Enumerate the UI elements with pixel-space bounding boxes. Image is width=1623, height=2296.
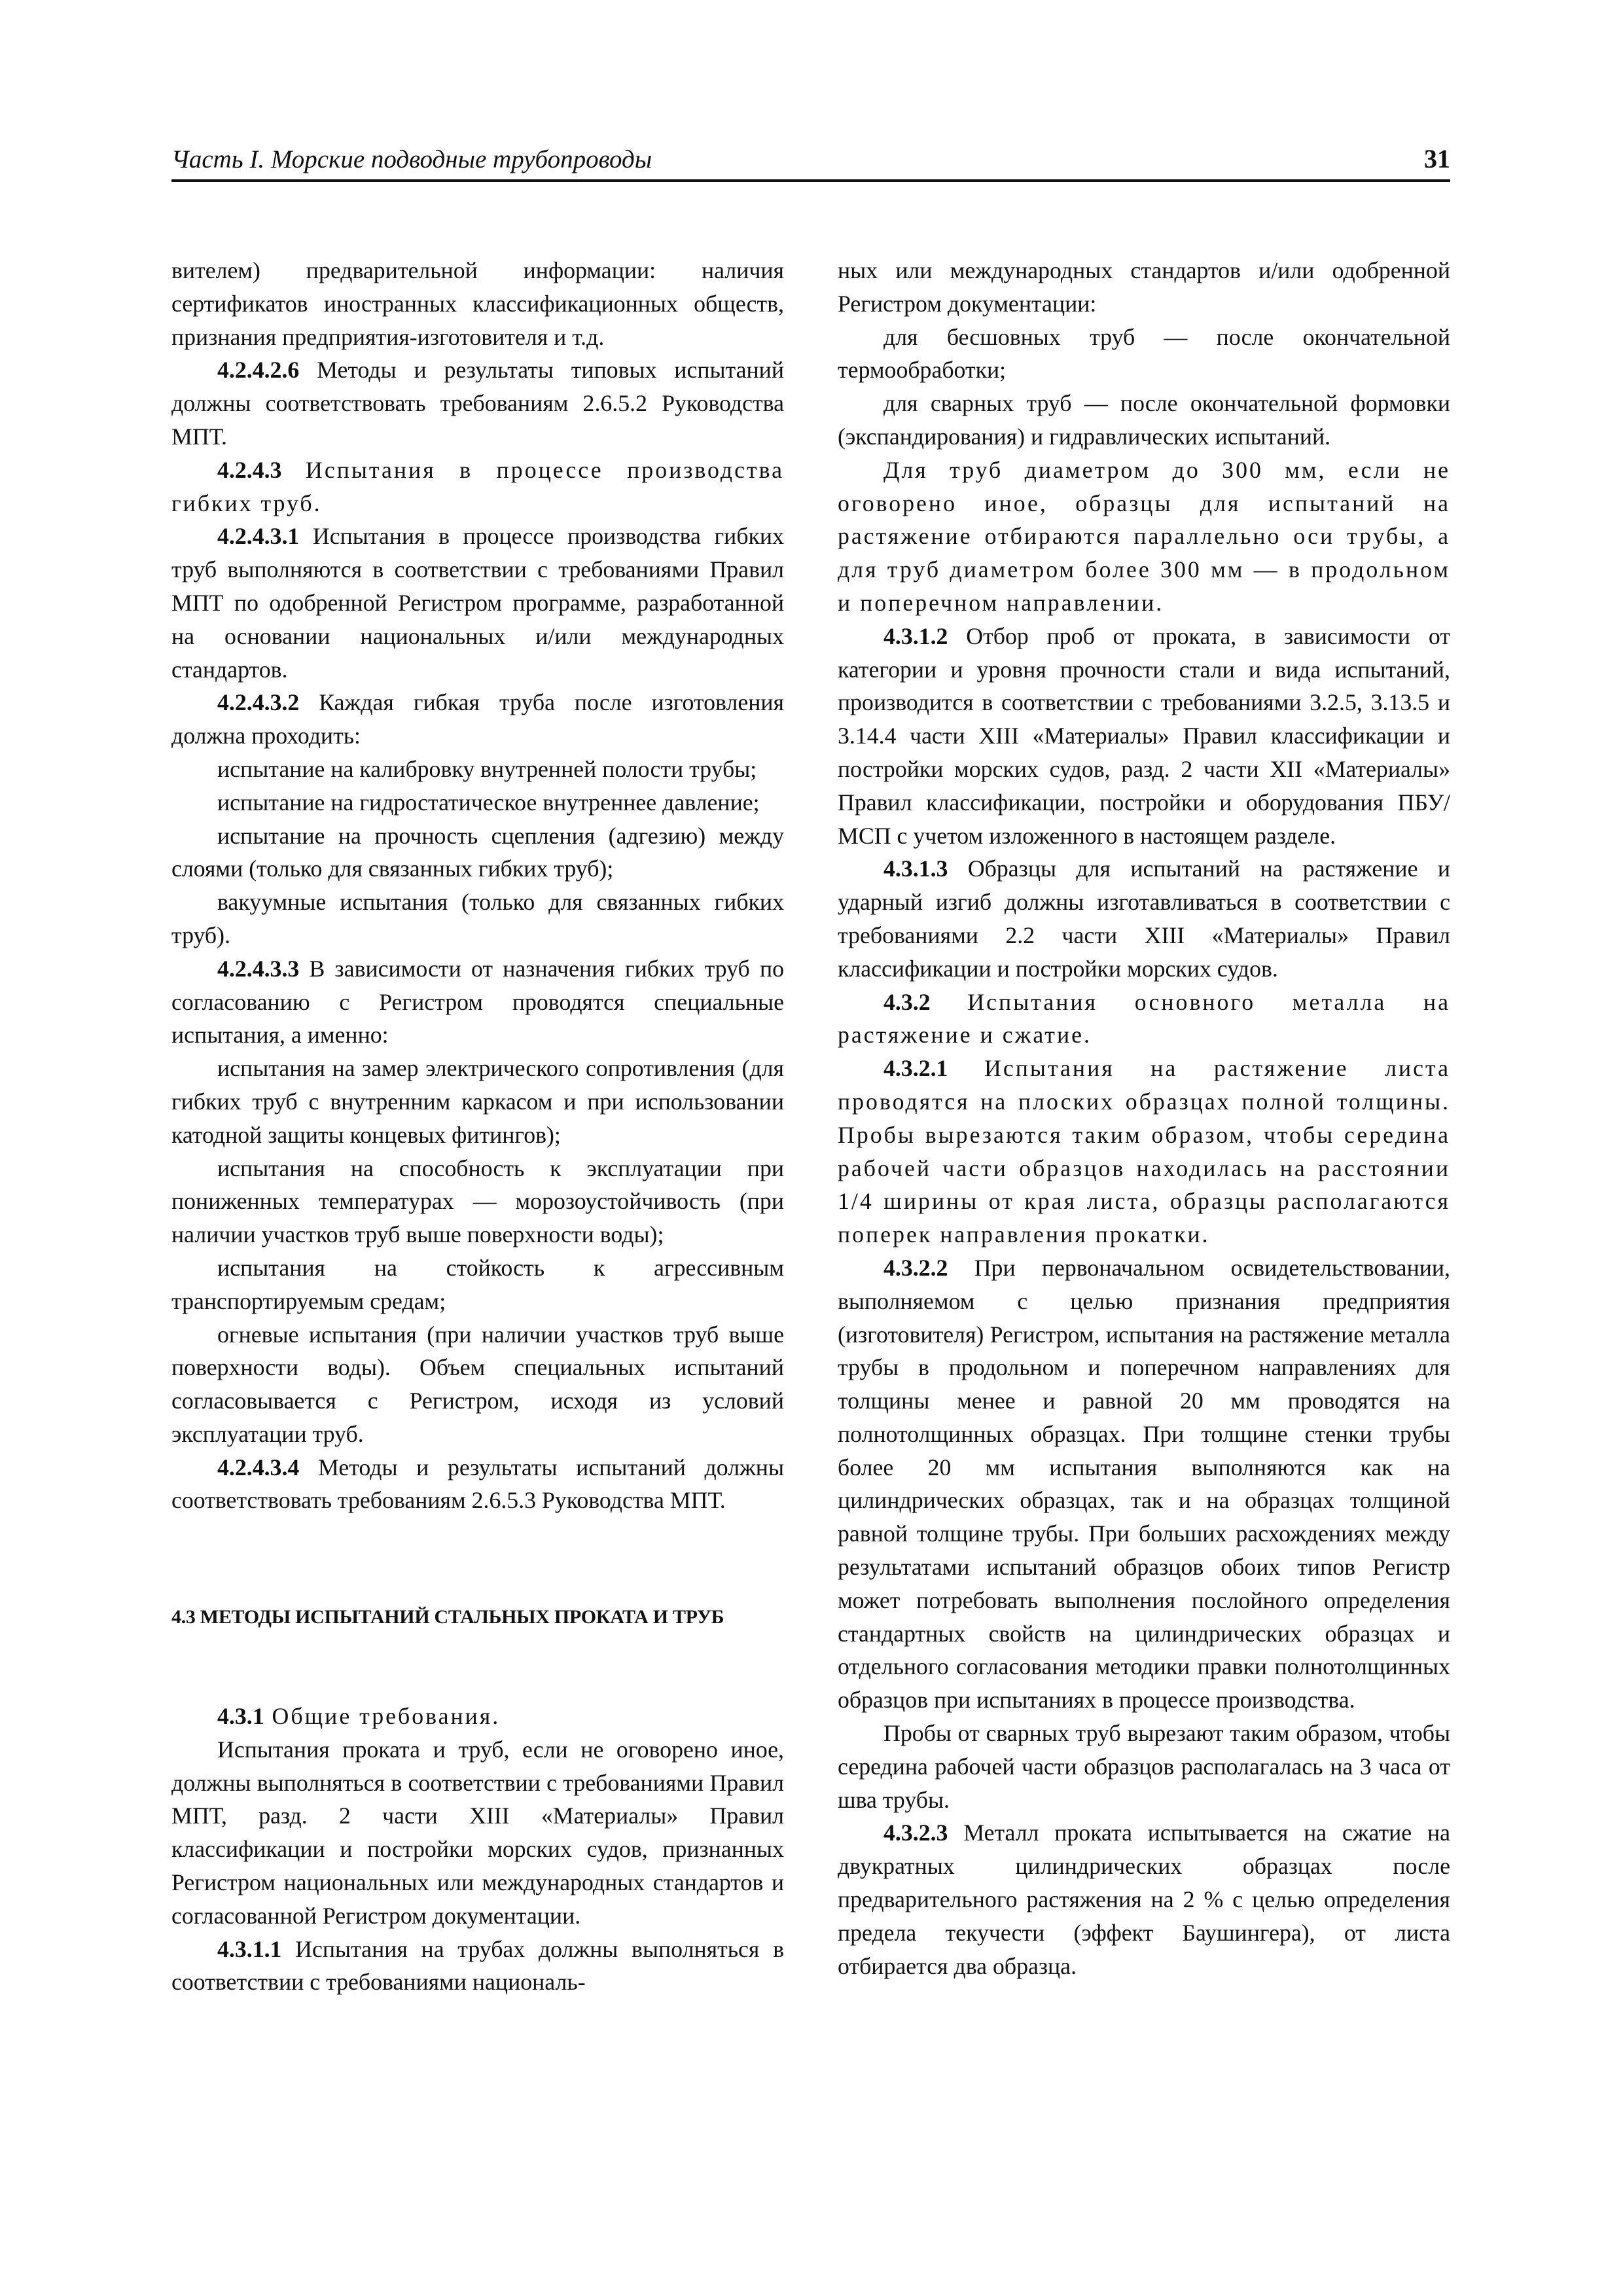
paragraph: 4.2.4.3.1 Испытания в процессе производства гибких труб выполняются в соответствии с требованиями Правил МПТ по одобренной Регистром программе, разработанной на основании национальных и/или международных стандартов. — [171, 523, 784, 683]
clause-number: 4.3.1 — [217, 1703, 264, 1730]
clause-number: 4.3.1.3 — [883, 855, 948, 882]
clause-number: 4.2.4.3.4 — [217, 1454, 300, 1480]
section-heading: 4.3 МЕТОДЫ ИСПЫТАНИЙ СТАЛЬНЫХ ПРОКАТА И ТРУБ — [171, 1606, 724, 1628]
paragraph: 4.2.4.3.3 В зависимости от назначения гибких труб по согласованию с Регистром проводятся специальные испытания, а именно: — [171, 955, 784, 1049]
clause-number: 4.3.2.1 — [883, 1055, 948, 1082]
clause-number: 4.2.4.3.3 — [217, 955, 300, 982]
running-title: Часть I. Морские подводные трубопроводы — [171, 145, 652, 173]
clause-number: 4.2.4.3.2 — [217, 689, 300, 716]
list-item: испытания на замер электрического сопротивления (для гибких труб с внутренним каркасом и при использовании катодной защиты концевых фитингов); — [171, 1055, 784, 1148]
clause-number: 4.3.2 — [883, 988, 931, 1015]
clause-number: 4.3.1.1 — [217, 1935, 282, 1962]
paragraph: ных или международных стандартов и/или одобренной Регистром документации: — [838, 257, 1450, 317]
paragraph: вителем) предварительной информации: наличия сертификатов иностранных классификационных обществ, признания предприятия-изготовителя и т.д. — [171, 257, 784, 350]
clause-number: 4.2.4.3 — [217, 456, 282, 483]
list-item: вакуумные испытания (только для связанных гибких труб). — [171, 889, 784, 948]
paragraph: 4.3.1.1 Испытания на трубах должны выполняться в соответствии с требованиями националь- — [171, 1935, 784, 1996]
clause-number: 4.3.2.3 — [883, 1820, 948, 1846]
paragraph: 4.3.2 Испытания основного металла на растяжение и сжатие. — [838, 988, 1450, 1049]
right-column — [838, 254, 1450, 1982]
list-item: испытание на прочность сцепления (адгезию) между слоями (только для связанных гибких труб); — [171, 822, 784, 882]
left-column — [171, 254, 784, 1999]
clause-number: 4.2.4.2.6 — [217, 357, 300, 384]
paragraph: 4.3.2.2 При первоначальном освидетельствовании, выполняемом с целью признания предприятия (изготовителя) Регистром, испытания на растяжение металла трубы в продольном и поперечном направлениях для толщины менее и равной 20 мм проводятся на полнотолщинных образцах. При толщине стенки трубы более 20 мм испытания выполняются как на цилиндрических образцах, так и на образцах толщиной равной толщине трубы. При больших расхождениях между результатами испытаний образцов обоих типов Регистр может потребовать выполнения послойного определения стандартных свойств на цилиндрических образцах и отдельного согласования методики правки полнотолщинных образцов при испытаниях в процессе производства. — [838, 1254, 1450, 1713]
paragraph: 4.3.2.1 Испытания на растяжение листа проводятся на плоских образцах полной толщины. Пробы вырезаются таким образом, чтобы середина рабочей части образцов находилась на расстоянии 1/4 ширины от края листа, образцы располагаются поперек направления прокатки. — [838, 1055, 1450, 1248]
paragraph: Для труб диаметром до 300 мм, если не оговорено иное, образцы для испытаний на растяжение отбираются параллельно оси трубы, а для труб диаметром более 300 мм — в продольном и поперечном направлении. — [838, 456, 1450, 616]
list-item: для сварных труб — после окончательной формовки (экспандирования) и гидравлических испытаний. — [838, 390, 1450, 450]
list-item: огневые испытания (при наличии участков труб выше поверхности воды). Объем специальных испытаний согласовывается с Регистром, исходя из условий эксплуатации труб. — [171, 1321, 784, 1447]
paragraph: Пробы от сварных труб вырезают таким образом, чтобы середина рабочей части образцов располагалась на 3 часа от шва трубы. — [838, 1720, 1450, 1813]
clause-number: 4.3.2.2 — [883, 1254, 948, 1281]
list-item: испытания на способность к эксплуатации при пониженных температурах — морозоустойчивость (при наличии участков труб выше поверхности воды); — [171, 1155, 784, 1248]
paragraph: 4.2.4.2.6 Методы и результаты типовых испытаний должны соответствовать требованиям 2.6.5.2 Руководства МПТ. — [171, 357, 784, 450]
paragraph: 4.3.1 Общие требования. — [217, 1703, 501, 1730]
page-number: 31 — [1424, 144, 1450, 173]
paragraph: 4.2.4.3.4 Методы и результаты испытаний должны соответствовать требованиям 2.6.5.3 Руководства МПТ. — [171, 1454, 784, 1514]
paragraph: 4.3.1.2 Отбор проб от проката, в зависимости от категории и уровня прочности стали и вида испытаний, производится в соответствии с требованиями 3.2.5, 3.13.5 и 3.14.4 части XIII «Материалы» Правил классификации и постройки морских судов, разд. 2 части XII «Материалы» Правил классификации, постройки и оборудования ПБУ/МСП с учетом изложенного в настоящем разделе. — [838, 622, 1450, 849]
list-item: испытание на гидростатическое внутреннее давление; — [217, 789, 760, 816]
clause-number: 4.2.4.3.1 — [217, 523, 300, 550]
paragraph: 4.2.4.3.2 Каждая гибкая труба после изготовления должна проходить: — [171, 689, 784, 749]
paragraph: Испытания проката и труб, если не оговорено иное, должны выполняться в соответствии с требованиями Правил МПТ, разд. 2 части XIII «Материалы» Правил классификации и постройки морских судов, признанных Регистром национальных или международных стандартов и согласованной Регистром документации. — [171, 1736, 784, 1929]
list-item: испытание на калибровку внутренней полости трубы; — [217, 755, 757, 782]
paragraph: 4.3.2.3 Металл проката испытывается на сжатие на двукратных цилиндрических образцах после предварительного растяжения на 2 % с целью определения предела текучести (эффект Баушингера), от листа отбирается два образца. — [838, 1820, 1450, 1979]
running-header — [171, 145, 1450, 182]
clause-number: 4.3.1.2 — [883, 622, 948, 649]
list-item: испытания на стойкость к агрессивным транспортируемым средам; — [171, 1254, 784, 1314]
paragraph: 4.3.1.3 Образцы для испытаний на растяжение и ударный изгиб должны изготавливаться в соответствии с требованиями 2.2 части XIII «Материалы» Правил классификации и постройки морских судов. — [838, 855, 1450, 982]
paragraph: 4.2.4.3 Испытания в процессе производства гибких труб. — [171, 456, 784, 516]
list-item: для бесшовных труб — после окончательной термообработки; — [838, 323, 1450, 384]
